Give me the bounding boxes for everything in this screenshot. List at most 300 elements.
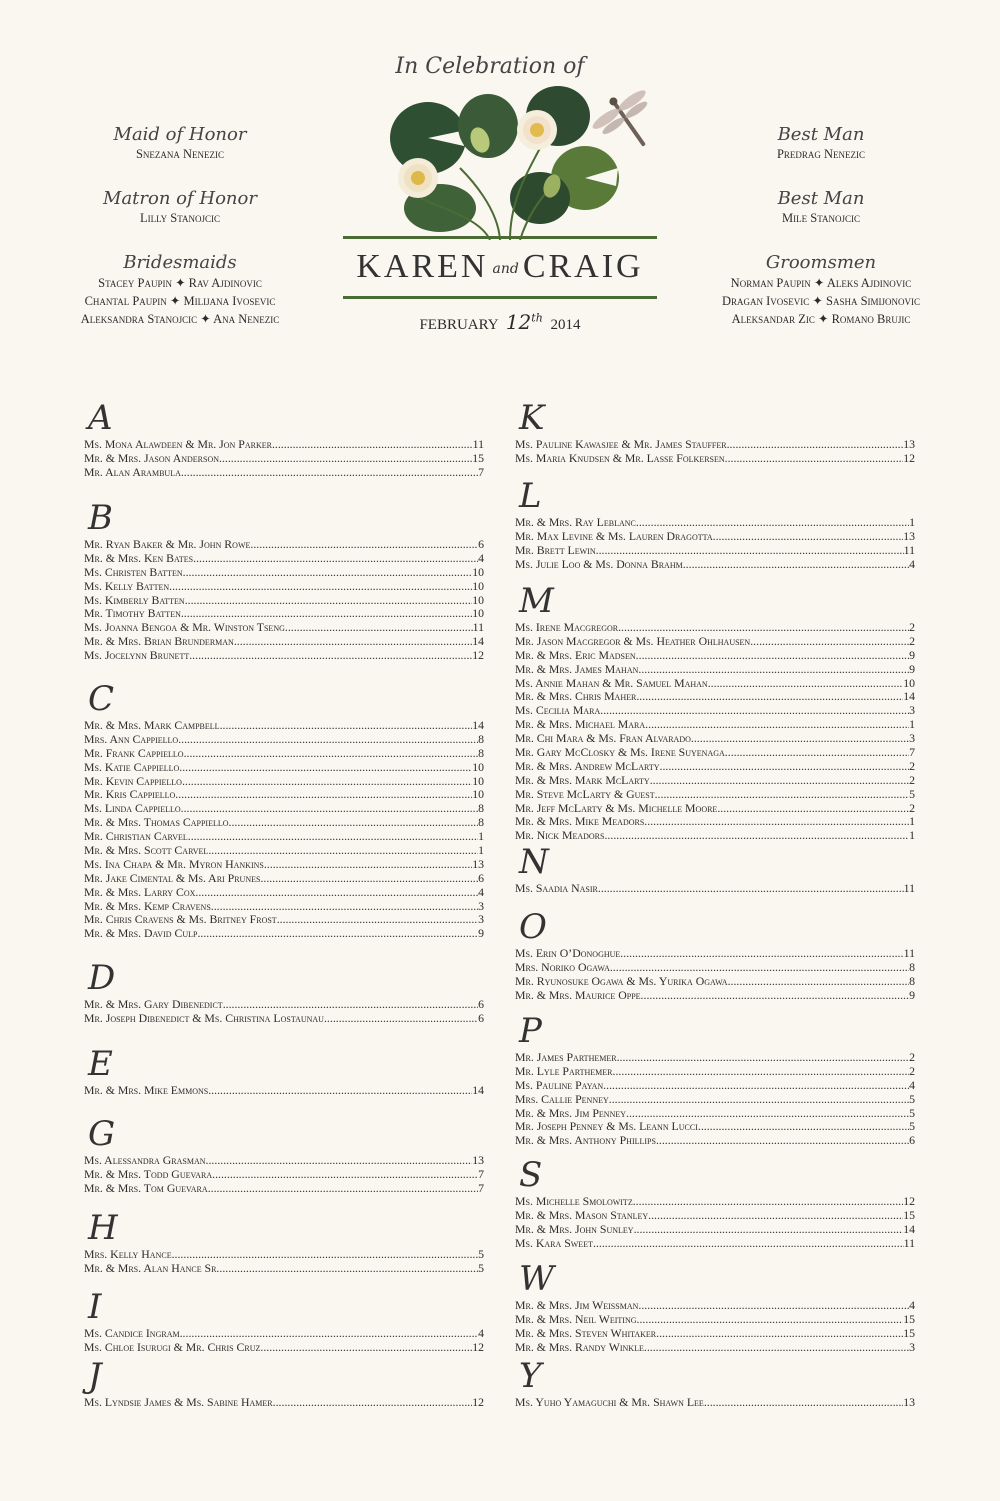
guest-entry bbox=[84, 1012, 484, 1026]
dot-leader bbox=[179, 761, 472, 775]
table-number: 8 bbox=[478, 746, 484, 760]
guest-name: Mrs. Noriko Ogawa bbox=[515, 960, 610, 974]
guest-name: Mr. & Mrs. Mike Meadors bbox=[515, 815, 645, 829]
guest-entry bbox=[515, 1341, 915, 1355]
letter-group bbox=[515, 1356, 915, 1410]
guest-name: Ms. Irene Macgregor bbox=[515, 621, 619, 634]
groomsmen-line: Aleksandar Zic ✦ Romano Brujic bbox=[731, 312, 911, 326]
guest-name: Ms. Julie Loo & Ms. Donna Brahm bbox=[515, 557, 683, 571]
bride-name: KAREN bbox=[356, 248, 489, 285]
dot-leader bbox=[691, 732, 909, 746]
guest-name: Mr. & Mrs. Neil Weiting bbox=[515, 1312, 637, 1326]
guest-entry bbox=[84, 607, 484, 621]
section-letter: I bbox=[88, 1287, 102, 1327]
dot-leader bbox=[181, 802, 478, 816]
dot-leader bbox=[725, 452, 904, 466]
table-number: 15 bbox=[472, 451, 484, 465]
guest-entry bbox=[84, 844, 484, 858]
guest-entry bbox=[515, 1209, 915, 1223]
dot-leader bbox=[208, 844, 478, 858]
best-man-title: Best Man bbox=[777, 188, 865, 209]
guest-name: Mr. & Mrs. Mark Campbell bbox=[84, 719, 220, 732]
guest-entry bbox=[515, 690, 915, 704]
matron-of-honor-name: Lilly Stanojcic bbox=[139, 211, 221, 225]
guest-name: Mr. & Mrs. Ken Bates bbox=[84, 551, 194, 565]
bridesmaids-line: Chantal Paupin ✦ Milijana Ivosevic bbox=[84, 294, 276, 308]
table-number: 8 bbox=[478, 732, 484, 746]
guest-name: Mr. Kris Cappiello bbox=[84, 788, 176, 802]
guest-name: Mr. Jason Macgregor & Ms. Heather Ohlhausen bbox=[515, 634, 751, 648]
guest-entry bbox=[84, 830, 484, 844]
guest-name: Ms. Kara Sweet bbox=[515, 1236, 593, 1250]
table-number: 4 bbox=[909, 557, 915, 571]
guest-name: Mr. Joseph Penney & Ms. Leann Lucci bbox=[515, 1120, 698, 1134]
dot-leader bbox=[169, 580, 472, 594]
best-man-name: Predrag Nenezic bbox=[776, 147, 866, 161]
bridesmaids-title: Bridesmaids bbox=[123, 252, 237, 273]
table-number: 10 bbox=[472, 593, 484, 607]
dot-leader bbox=[713, 530, 904, 544]
guest-entry bbox=[515, 1051, 915, 1065]
table-number: 2 bbox=[909, 634, 915, 648]
dot-leader bbox=[626, 1107, 909, 1121]
table-number: 5 bbox=[909, 1106, 915, 1120]
guest-name: Mr. James Parthemer bbox=[515, 1051, 617, 1064]
table-number: 12 bbox=[472, 1340, 484, 1354]
guest-entry bbox=[84, 900, 484, 914]
guest-entry bbox=[515, 544, 915, 558]
dot-leader bbox=[618, 621, 909, 635]
dot-leader bbox=[683, 558, 909, 572]
dot-leader bbox=[193, 552, 478, 566]
dot-leader bbox=[644, 815, 909, 829]
table-number: 3 bbox=[909, 704, 915, 718]
dot-leader bbox=[184, 747, 479, 761]
section-letter: C bbox=[88, 679, 115, 719]
date-day: 12 bbox=[505, 310, 532, 334]
dot-leader bbox=[277, 913, 478, 927]
guest-entry bbox=[515, 516, 915, 530]
guest-name: Mr. & Mrs. Anthony Phillips bbox=[515, 1134, 656, 1148]
table-number: 4 bbox=[478, 1327, 484, 1340]
guest-entry bbox=[515, 1107, 915, 1121]
guest-entry bbox=[84, 466, 484, 480]
table-number: 10 bbox=[903, 676, 915, 690]
dot-leader bbox=[324, 1012, 478, 1026]
table-number: 2 bbox=[909, 621, 915, 634]
guest-name: Mr. Nick Meadors bbox=[515, 829, 605, 843]
guest-entry bbox=[84, 635, 484, 649]
table-number: 10 bbox=[472, 565, 484, 579]
guest-entry bbox=[515, 558, 915, 572]
guest-entry bbox=[84, 1327, 484, 1341]
guest-entry bbox=[515, 530, 915, 544]
table-number: 5 bbox=[478, 1261, 484, 1275]
guest-name: Ms. Christen Batten bbox=[84, 565, 183, 579]
dot-leader bbox=[229, 816, 479, 830]
table-number: 14 bbox=[903, 690, 915, 704]
section-letter: L bbox=[519, 476, 542, 516]
guest-entry bbox=[515, 621, 915, 635]
dot-leader bbox=[609, 1093, 909, 1107]
dot-leader bbox=[638, 1299, 909, 1313]
guest-entry bbox=[84, 761, 484, 775]
guest-entry bbox=[515, 677, 915, 691]
guest-entry bbox=[84, 927, 484, 941]
dot-leader bbox=[273, 1396, 473, 1410]
table-number: 9 bbox=[909, 988, 915, 1002]
guest-entry bbox=[84, 802, 484, 816]
guest-name: Ms. Pauline Kawasjee & Mr. James Stauffer bbox=[515, 438, 727, 451]
dot-leader bbox=[206, 1154, 473, 1168]
table-number: 9 bbox=[909, 662, 915, 676]
guest-entry bbox=[84, 1396, 484, 1410]
table-number: 5 bbox=[909, 787, 915, 801]
guest-entry bbox=[84, 566, 484, 580]
dot-leader bbox=[234, 635, 472, 649]
dot-leader bbox=[175, 788, 472, 802]
dot-leader bbox=[180, 1327, 479, 1341]
dot-leader bbox=[727, 438, 904, 452]
guest-entry bbox=[84, 858, 484, 872]
table-number: 4 bbox=[909, 1299, 915, 1312]
guest-entry bbox=[84, 1262, 484, 1276]
guest-name: Mr. & Mrs. Brian Brunderman bbox=[84, 635, 234, 649]
dot-leader bbox=[188, 830, 478, 844]
guest-entry bbox=[84, 580, 484, 594]
dot-leader bbox=[172, 1248, 479, 1262]
table-number: 1 bbox=[909, 718, 915, 732]
maid-of-honor-title: Maid of Honor bbox=[113, 124, 247, 145]
table-number: 4 bbox=[909, 1078, 915, 1092]
guest-name: Mr. Ryunosuke Ogawa & Ms. Yurika Ogawa bbox=[515, 974, 728, 988]
guest-name: Mr. & Mrs. Thomas Cappiello bbox=[84, 816, 229, 830]
guest-entry bbox=[515, 438, 915, 452]
table-number: 1 bbox=[909, 815, 915, 829]
guest-name: Ms. Jocelynn Brunett bbox=[84, 649, 190, 663]
guest-name: Mr. & Mrs. Michael Mara bbox=[515, 718, 646, 732]
guest-name: Ms. Chloe Isurugi & Mr. Chris Cruz bbox=[84, 1340, 261, 1354]
best-man-name: Mile Stanojcic bbox=[782, 211, 860, 225]
dot-leader bbox=[717, 802, 909, 816]
table-number: 8 bbox=[909, 974, 915, 988]
dot-leader bbox=[211, 900, 478, 914]
section-letter: M bbox=[519, 581, 554, 621]
guest-entry bbox=[515, 1223, 915, 1237]
guest-name: Mr. & Mrs. Andrew McLarty bbox=[515, 759, 660, 773]
table-number: 13 bbox=[903, 529, 915, 543]
guest-entry bbox=[515, 1237, 915, 1251]
guest-name: Mr. Kevin Cappiello bbox=[84, 774, 182, 788]
table-number: 6 bbox=[478, 538, 484, 551]
letter-group bbox=[84, 1356, 484, 1410]
guest-name: Ms. Saadia Nasir bbox=[515, 882, 598, 895]
guest-entry bbox=[84, 1084, 484, 1098]
table-number: 15 bbox=[903, 1208, 915, 1222]
table-number: 15 bbox=[903, 1326, 915, 1340]
table-number: 6 bbox=[478, 1011, 484, 1025]
guest-entry bbox=[84, 452, 484, 466]
section-letter: K bbox=[519, 398, 545, 438]
dot-leader bbox=[708, 677, 903, 691]
dot-leader bbox=[178, 733, 478, 747]
guest-name: Mr. Steve McLarty & Guest bbox=[515, 787, 655, 801]
guest-entry bbox=[515, 947, 915, 961]
guest-name: Mr. & Mrs. Mark McLarty bbox=[515, 773, 650, 787]
guest-entry bbox=[515, 815, 915, 829]
groomsmen-title: Groomsmen bbox=[765, 252, 877, 273]
guest-entry bbox=[515, 746, 915, 760]
guest-name: Mr. & Mrs. Todd Guevara bbox=[84, 1167, 213, 1181]
table-number: 7 bbox=[909, 746, 915, 760]
water-lily-dragonfly-illustration bbox=[380, 68, 660, 240]
dot-leader bbox=[598, 882, 904, 896]
left-wedding-party bbox=[20, 124, 340, 328]
guest-entry bbox=[515, 452, 915, 466]
guest-name: Mr. & Mrs. John Sunley bbox=[515, 1222, 634, 1236]
dot-leader bbox=[185, 594, 473, 608]
guest-name: Ms. Candice Ingram bbox=[84, 1327, 180, 1340]
table-number: 1 bbox=[909, 516, 915, 529]
guest-name: Mr. & Mrs. Gary Dibenedict bbox=[84, 998, 223, 1011]
couple-names bbox=[343, 248, 657, 286]
table-number: 9 bbox=[478, 927, 484, 941]
guest-name: Mr. & Mrs. James Mahan bbox=[515, 662, 639, 676]
dot-leader bbox=[648, 1209, 903, 1223]
guest-name: Ms. Maria Knudsen & Mr. Lasse Folkersen bbox=[515, 451, 725, 465]
guest-entry bbox=[84, 538, 484, 552]
section-letter: Y bbox=[519, 1356, 542, 1396]
table-number: 3 bbox=[478, 913, 484, 927]
guest-entry bbox=[84, 552, 484, 566]
dot-leader bbox=[636, 649, 909, 663]
table-number: 8 bbox=[909, 960, 915, 974]
table-number: 14 bbox=[472, 719, 484, 732]
guest-entry bbox=[84, 747, 484, 761]
section-letter: J bbox=[88, 1356, 102, 1396]
letter-group bbox=[84, 679, 484, 941]
dot-leader bbox=[189, 649, 472, 663]
section-letter: W bbox=[519, 1259, 554, 1299]
guest-entry bbox=[84, 719, 484, 733]
table-number: 1 bbox=[909, 829, 915, 843]
table-number: 6 bbox=[478, 998, 484, 1011]
table-number: 5 bbox=[909, 1120, 915, 1134]
table-number: 11 bbox=[903, 1236, 915, 1250]
guest-name: Mr. & Mrs. Larry Cox bbox=[84, 885, 196, 899]
letter-group bbox=[515, 842, 915, 896]
guest-entry bbox=[515, 961, 915, 975]
guest-entry bbox=[84, 788, 484, 802]
dot-leader bbox=[197, 927, 478, 941]
table-number: 5 bbox=[478, 1248, 484, 1261]
dot-leader bbox=[219, 452, 472, 466]
guest-name: Mr. Christian Carvel bbox=[84, 830, 188, 844]
guest-entry bbox=[515, 802, 915, 816]
guest-name: Ms. Pauline Payan bbox=[515, 1078, 604, 1092]
table-number: 3 bbox=[909, 732, 915, 746]
table-number: 1 bbox=[478, 844, 484, 858]
dot-leader bbox=[610, 961, 909, 975]
guest-entry bbox=[84, 913, 484, 927]
guest-name: Mr. Joseph Dibenedict & Ms. Christina Lostaunau bbox=[84, 1011, 324, 1025]
groom-name: CRAIG bbox=[522, 248, 644, 285]
guest-name: Mr. Ryan Baker & Mr. John Rowe bbox=[84, 538, 251, 551]
guest-name: Mr. & Mrs. Jim Penney bbox=[515, 1106, 627, 1120]
letter-group bbox=[515, 1155, 915, 1251]
bridesmaids-line: Aleksandra Stanojcic ✦ Ana Nenezic bbox=[80, 312, 280, 326]
guest-name: Mr. & Mrs. Jim Weissman bbox=[515, 1299, 639, 1312]
guest-name: Mr. & Mrs. Mike Emmons bbox=[84, 1084, 209, 1097]
guest-entry bbox=[515, 788, 915, 802]
dot-leader bbox=[617, 1051, 910, 1065]
table-number: 3 bbox=[478, 899, 484, 913]
dot-leader bbox=[220, 719, 473, 733]
table-number: 8 bbox=[478, 816, 484, 830]
dot-leader bbox=[655, 788, 910, 802]
guest-name: Mr. & Mrs. Maurice Oppe bbox=[515, 988, 641, 1002]
dot-leader bbox=[208, 1084, 472, 1098]
guest-name: Mr. & Mrs. Jason Anderson bbox=[84, 451, 219, 465]
dot-leader bbox=[634, 1223, 904, 1237]
table-number: 6 bbox=[909, 1134, 915, 1148]
guest-name: Mr. & Mrs. Chris Maher bbox=[515, 690, 637, 704]
section-letter: B bbox=[88, 498, 113, 538]
guest-name: Ms. Mona Alawdeen & Mr. Jon Parker bbox=[84, 438, 272, 451]
guest-entry bbox=[515, 1120, 915, 1134]
guest-name: Ms. Erin O’Donoghue bbox=[515, 947, 621, 960]
dot-leader bbox=[645, 718, 909, 732]
dot-leader bbox=[725, 746, 909, 760]
guest-name: Ms. Ina Chapa & Mr. Myron Hankins bbox=[84, 857, 264, 871]
guest-entry bbox=[515, 718, 915, 732]
dot-leader bbox=[250, 538, 478, 552]
dot-leader bbox=[636, 690, 903, 704]
guest-entry bbox=[84, 1248, 484, 1262]
guest-entry bbox=[84, 438, 484, 452]
letter-group bbox=[515, 398, 915, 466]
guest-name: Mr. & Mrs. Alan Hance Sr. bbox=[84, 1261, 220, 1275]
guest-name: Mr. Lyle Parthemer bbox=[515, 1064, 613, 1078]
and-word: and bbox=[492, 261, 519, 277]
table-number: 1 bbox=[478, 830, 484, 844]
guest-entry bbox=[515, 1093, 915, 1107]
letter-group bbox=[84, 958, 484, 1026]
guest-name: Mr. Timothy Batten bbox=[84, 607, 181, 621]
guest-entry bbox=[84, 733, 484, 747]
table-number: 11 bbox=[903, 947, 915, 960]
guest-entry bbox=[84, 649, 484, 663]
section-letter: E bbox=[88, 1044, 113, 1084]
table-number: 15 bbox=[903, 1312, 915, 1326]
letter-group bbox=[84, 1287, 484, 1355]
table-number: 10 bbox=[472, 774, 484, 788]
guest-entry bbox=[515, 760, 915, 774]
guest-name: Ms. Annie Mahan & Mr. Samuel Mahan bbox=[515, 676, 708, 690]
table-number: 14 bbox=[472, 635, 484, 649]
guest-name: Mr. Jeff McLarty & Ms. Michelle Moore bbox=[515, 801, 718, 815]
guest-name: Mrs. Callie Penney bbox=[515, 1092, 609, 1106]
guest-entry bbox=[84, 816, 484, 830]
table-number: 14 bbox=[472, 1084, 484, 1097]
table-number: 7 bbox=[478, 1181, 484, 1195]
guest-name: Mr. & Mrs. Eric Madsen bbox=[515, 648, 636, 662]
guest-entry bbox=[515, 1134, 915, 1148]
table-number: 11 bbox=[472, 621, 484, 635]
guest-name: Ms. Cecilia Mara bbox=[515, 704, 601, 718]
table-number: 3 bbox=[909, 1340, 915, 1354]
table-number: 4 bbox=[478, 551, 484, 565]
dot-leader bbox=[208, 1182, 478, 1196]
table-number: 6 bbox=[478, 871, 484, 885]
guest-name: Ms. Linda Cappiello bbox=[84, 802, 181, 816]
dot-leader bbox=[593, 1237, 904, 1251]
guest-entry bbox=[515, 774, 915, 788]
table-number: 14 bbox=[903, 1222, 915, 1236]
dot-leader bbox=[212, 1168, 478, 1182]
dot-leader bbox=[641, 989, 910, 1003]
guest-entry bbox=[515, 989, 915, 1003]
section-letter: D bbox=[88, 958, 116, 998]
groomsmen-line: Norman Paupin ✦ Aleks Ajdinovic bbox=[730, 276, 912, 290]
wedding-date bbox=[343, 310, 657, 334]
celebration-heading: In Celebration of bbox=[395, 54, 585, 79]
guest-name: Mr. & Mrs. Kemp Cravens bbox=[84, 899, 211, 913]
guest-name: Mr. & Mrs. Ray Leblanc bbox=[515, 516, 636, 529]
dot-leader bbox=[181, 607, 472, 621]
letter-group bbox=[84, 1114, 484, 1196]
guest-entry bbox=[515, 1195, 915, 1209]
guest-name: Mr. Chris Cravens & Ms. Britney Frost bbox=[84, 913, 277, 927]
guest-entry bbox=[84, 1154, 484, 1168]
dot-leader bbox=[656, 1134, 909, 1148]
guest-entry bbox=[515, 649, 915, 663]
table-number: 10 bbox=[472, 607, 484, 621]
section-letter: A bbox=[88, 398, 113, 438]
guest-entry bbox=[84, 998, 484, 1012]
guest-name: Ms. Alessandra Grasman bbox=[84, 1154, 206, 1167]
section-letter: H bbox=[88, 1208, 118, 1248]
guest-name: Ms. Katie Cappiello bbox=[84, 760, 180, 774]
guest-name: Ms. Lyndsie James & Ms. Sabine Hamer bbox=[84, 1396, 273, 1409]
dot-leader bbox=[638, 663, 909, 677]
table-number: 12 bbox=[472, 1396, 484, 1409]
table-number: 12 bbox=[903, 1195, 915, 1208]
table-number: 10 bbox=[472, 788, 484, 802]
guest-name: Mr. Gary McClosky & Ms. Irene Suyenaga bbox=[515, 746, 725, 760]
best-man-title: Best Man bbox=[777, 124, 865, 145]
dot-leader bbox=[181, 466, 478, 480]
guest-entry bbox=[84, 594, 484, 608]
guest-entry bbox=[515, 732, 915, 746]
dot-leader bbox=[660, 760, 910, 774]
guest-entry bbox=[515, 704, 915, 718]
table-number: 12 bbox=[472, 649, 484, 663]
bottom-divider bbox=[343, 296, 657, 299]
guest-entry bbox=[84, 775, 484, 789]
guest-name: Ms. Joanna Bengoa & Mr. Winston Tseng bbox=[84, 621, 285, 635]
letter-group bbox=[515, 476, 915, 572]
table-number: 13 bbox=[472, 857, 484, 871]
table-number: 2 bbox=[909, 759, 915, 773]
section-letter: G bbox=[88, 1114, 116, 1154]
table-number: 8 bbox=[478, 802, 484, 816]
date-year: 2014 bbox=[550, 317, 581, 333]
guest-entry bbox=[84, 1341, 484, 1355]
letter-group bbox=[515, 1259, 915, 1355]
table-number: 2 bbox=[909, 801, 915, 815]
guest-entry bbox=[515, 1313, 915, 1327]
